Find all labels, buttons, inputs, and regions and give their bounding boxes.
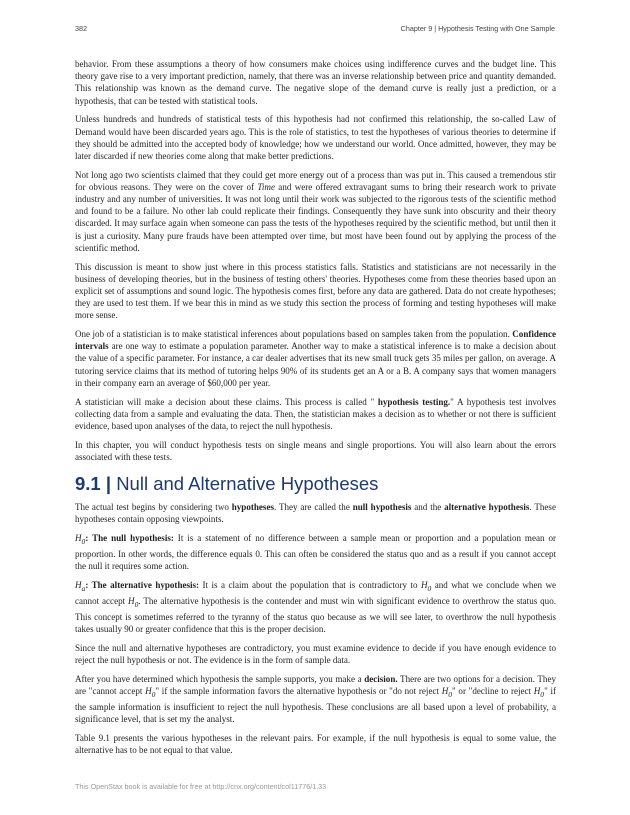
paragraph-5: One job of a statistician is to make statistical inferences about populations based on samples taken from the population. Confidence intervals are one way to estimate a population parameter. Another way to make a statistical inference is to make a decision about the value of a specific parameter. For instance, a car dealer advertises that its new small truck gets 35 miles per gallon, on average. A tutoring service claims that its method of tutoring helps 90% of its students get an A or a B. A company says that women managers in their company earn an average of $60,000 per year. — [75, 329, 556, 388]
paragraph-1: behavior. From these assumptions a theory of how consumers make choices using indifference curves and the budget line. This theory gave rise to a very important prediction, namely, that there was an inverse relationship between price and quantity demanded. This relationship was known as the demand curve. The negative slope of the demand curve is really just a prediction, or a hypothesis, that can be tested with statistical tools. — [75, 59, 556, 106]
alternative-hypothesis-definition: $H_a$: The alternative hypothesis: It is a claim about the population that is contradictory to $H_0$ and what we conclude when we cannot accept $H_0$. The alternative hypothesis is the contender and must win with significant evidence to overthrow the status quo. This concept is sometimes referred to the tyranny of the status quo because as we will see later, to overthrow the null hypothesis takes usually 90 or greater confidence that this is the proper decision. — [75, 579, 556, 635]
paragraph-3: Not long ago two scientists claimed that they could get more energy out of a process than was put in. This caused a tremendous stir for obvious reasons. They were on the cover of Time and were offered extravagant sums to bring their research work to private industry and any number of universities. It was not long until their work was subjected to the rigorous tests of the scientific method and found to be a failure. No other lab could replicate their findings. Consequently they have sunk into obscurity and their theory discarded. It may surface again when someone can pass the tests of the hypotheses required by the scientific method, but until then it is just a curiosity. Many pure frauds have been attempted over time, but most have been found out by applying the process of the scientific method. — [75, 169, 556, 253]
section-heading — [75, 473, 556, 495]
paragraph-6: A statistician will make a decision about these claims. This process is called " hypothesis testing." A hypothesis test involves collecting data from a sample and evaluating the data. Then, the statistician makes a decision as to whether or not there is sufficient evidence, based upon analyses of the data, to reject the null hypothesis. — [75, 396, 556, 431]
hypothesis-testing-term: hypothesis testing. — [377, 396, 451, 407]
section-title: Null and Alternative Hypotheses — [116, 473, 379, 495]
paragraph-7: In this chapter, you will conduct hypothesis tests on single means and single proportions. You will also learn about the errors associated with these tests. — [75, 439, 556, 462]
section-paragraph-1: The actual test begins by considering two hypotheses. They are called the null hypothesis and the alternative hypothesis. These hypotheses contain opposing viewpoints. — [75, 502, 556, 525]
chapter-title: Chapter 9 | Hypothesis Testing with One Sample — [400, 24, 555, 33]
page-content — [75, 58, 556, 763]
section-separator: | — [105, 473, 112, 495]
section-number: 9.1 — [75, 473, 101, 495]
null-hypothesis-definition: $H_0$: The null hypothesis: It is a statement of no difference between a sample mean or proportion and a population mean or proportion. In other words, the difference equals 0. This can often be considered the status quo and as a result if you cannot accept the null it requires some action. — [75, 533, 556, 572]
section-paragraph-2: Since the null and alternative hypotheses are contradictory, you must examine evidence to decide if you have enough evidence to reject the null hypothesis or not. The evidence is in the form of sample data. — [75, 642, 556, 666]
page-number: 382 — [75, 24, 87, 33]
section-paragraph-4: Table 9.1 presents the various hypotheses in the relevant pairs. For example, if the null hypothesis is equal to some value, the alternative has to be not equal to that value. — [75, 732, 556, 756]
paragraph-4: This discussion is meant to show just where in this process statistics falls. Statistics and statisticians are not necessarily in the business of developing theories, but in the business of testing others' theories. Hypotheses come from these theories based upon an explicit set of assumptions and sound logic. The hypothesis comes first, before any data are gathered. Data do not create hypotheses; they are used to test them. If we bear this in mind as we study this section the process of forming and testing hypotheses will make more sense. — [75, 261, 556, 321]
section-paragraph-3: After you have determined which hypothesis the sample supports, you make a decision. There are two options for a decision. They are "cannot accept $H_0$" if the sample information favors the alternative hypothesis or "do not reject $H_0$" or "decline to reject $H_0$" if the sample information is insufficient to reject the null hypothesis. These conclusions are all based upon a level of probability, a significance level, that is set my the analyst. — [75, 673, 556, 725]
time-magazine: Time — [257, 181, 275, 192]
page-footer: This OpenStax book is available for free at http://cnx.org/content/col11776/1.33 — [75, 782, 327, 791]
page-header — [75, 24, 555, 33]
paragraph-2: Unless hundreds and hundreds of statistical tests of this hypothesis had not confirmed this relationship, the so-called Law of Demand would have been discarded years ago. This is the role of statistics, to test the hypotheses of various theories to determine if they should be admitted into the accepted body of knowledge; how we understand our world. Once admitted, however, they may be later discarded if new theories come along that make better predictions. — [75, 114, 556, 161]
confidence-intervals-term: Confidence intervals — [75, 329, 556, 352]
